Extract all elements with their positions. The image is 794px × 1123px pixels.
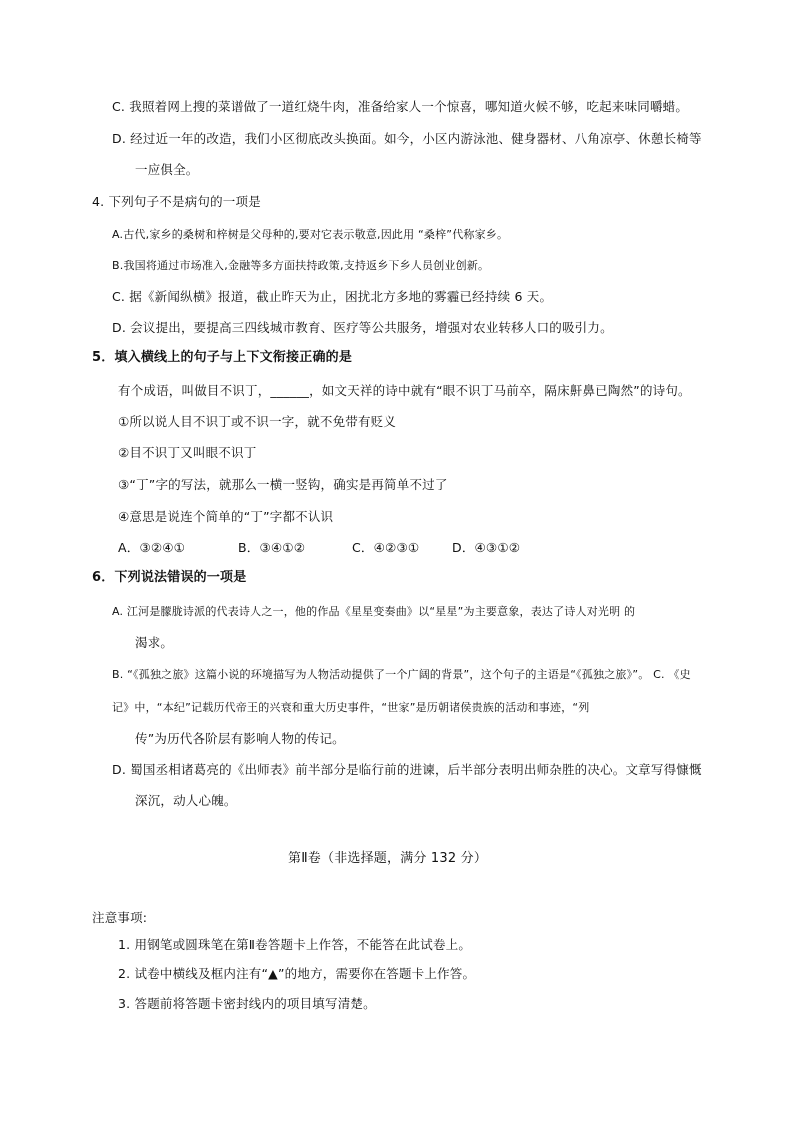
q5-option-a: A．③②④① [118, 540, 186, 555]
q5-stem: 5．填入横线上的句子与上下文衔接正确的是 [92, 350, 353, 365]
q4-stem: 4. 下列句子不是病句的一项是 [92, 194, 261, 209]
section-title: 第Ⅱ卷（非选择题，满分 132 分） [288, 851, 488, 866]
notes-heading: 注意事项: [92, 910, 148, 925]
q5-sentence-1: ①所以说人目不识丁或不识一字，就不免带有贬义 [118, 414, 397, 429]
q4-option-d: D. 会议提出，要提高三四线城市教育、医疗等公共服务，增强对农业转移人口的吸引力。 [112, 320, 613, 335]
note-2: 2. 试卷中横线及框内注有“▲”的地方，需要你在答题卡上作答。 [118, 966, 476, 981]
q5-sentence-3: ③“丁”字的写法，就那么一横一竖钩，确实是再简单不过了 [118, 477, 448, 492]
q5-passage: 有个成语，叫做目不识丁，______，如文天祥的诗中就有“眼不识丁马前卒，隔床鼾鼻已陶然”的诗句。 [118, 383, 691, 398]
q3-option-d-line2: 一应俱全。 [135, 162, 199, 177]
q6-option-b-line1: B. “《孤独之旅》这篇小说的环境描写为人物活动提供了一个广阔的背景”，这个句子的主语是“《孤独之旅》”。 C. 《史 [112, 668, 691, 681]
q6-option-a-line2: 渴求。 [135, 635, 174, 650]
q5-option-d: D．④③①② [452, 540, 521, 555]
q6-option-c-line2: 记》中，“本纪”记载历代帝王的兴衰和重大历史事件，“世家”是历朝诸侯贵族的活动和事迹，“列 [112, 701, 590, 714]
note-1: 1. 用钢笔或圆珠笔在第Ⅱ卷答题卡上作答，不能答在此试卷上。 [118, 937, 472, 952]
q4-option-a: A.古代,家乡的桑树和梓树是父母种的,要对它表示敬意,因此用 “桑梓”代称家乡。 [112, 228, 509, 241]
q6-option-d-line1: D. 蜀国丞相诸葛亮的《出师表》前半部分是临行前的进谏，后半部分表明出师杂胜的决心。文章写得慷慨 [112, 762, 702, 777]
q3-option-c: C. 我照着网上搜的菜谱做了一道红烧牛肉，准备给家人一个惊喜，哪知道火候不够，吃起来味同嚼蜡。 [112, 99, 689, 114]
q6-option-d-line2: 深沉，动人心魄。 [135, 793, 237, 808]
q4-option-b: B.我国将通过市场准入,金融等多方面扶持政策,支持返乡下乡人员创业创新。 [112, 259, 490, 272]
q4-option-c: C. 据《新闻纵横》报道，截止昨天为止，困扰北方多地的雾霾已经持续 6 天。 [112, 289, 553, 304]
q5-sentence-2: ②目不识丁又叫眼不识丁 [118, 445, 257, 460]
q6-option-a-line1: A. 江河是朦胧诗派的代表诗人之一，他的作品《星星变奏曲》以“星星”为主要意象，表达了诗人对光明 的 [112, 605, 636, 618]
q5-sentence-4: ④意思是说连个简单的“丁”字都不认识 [118, 509, 334, 524]
note-3: 3. 答题前将答题卡密封线内的项目填写清楚。 [118, 996, 376, 1011]
q6-stem: 6．下列说法错误的一项是 [92, 570, 247, 585]
q5-option-b: B．③④①② [238, 540, 306, 555]
q3-option-d-line1: D. 经过近一年的改造，我们小区彻底改头换面。如今，小区内游泳池、健身器材、八角凉亭、休憩长椅等 [112, 131, 702, 146]
q5-option-c: C．④②③① [352, 540, 420, 555]
q6-option-c-line3: 传”为历代各阶层有影响人物的传记。 [135, 731, 345, 746]
